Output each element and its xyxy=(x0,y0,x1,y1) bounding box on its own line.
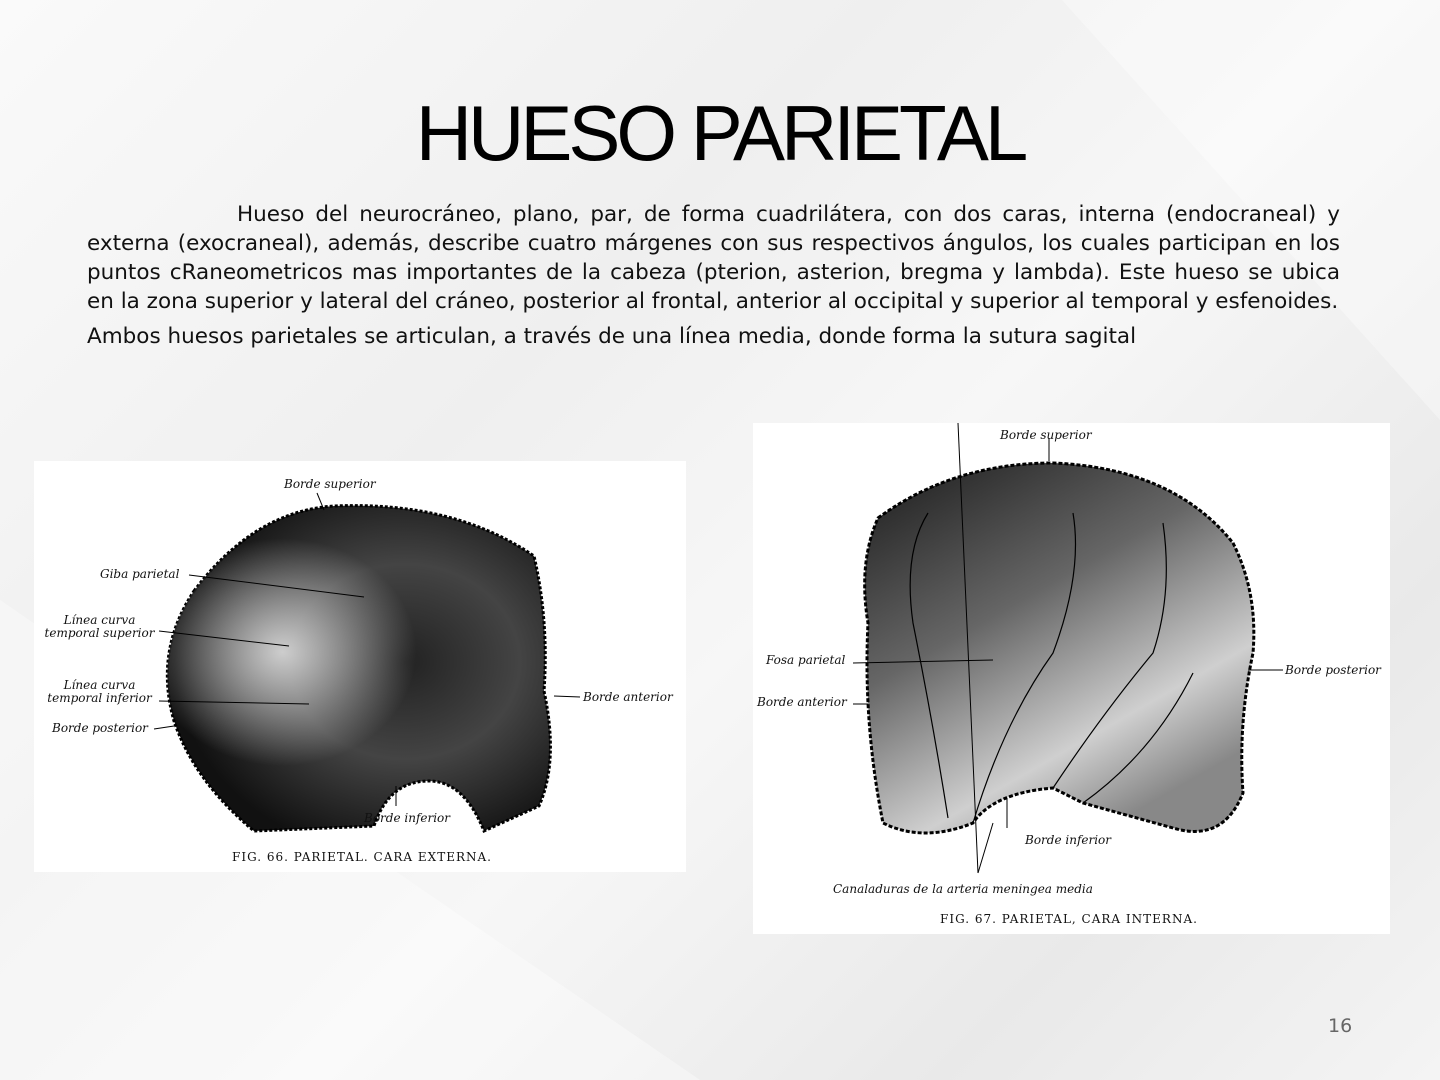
label-giba-parietal: Giba parietal xyxy=(100,567,180,581)
figure-parietal-internal xyxy=(753,423,1390,934)
paragraph-description: Hueso del neurocráneo, plano, par, de forma cuadrilátera, con dos caras, interna (endocraneal) y externa (exocraneal), además, describe cuatro márgenes con sus respectivos ángulos, los cuales participan en los puntos cRaneometricos mas importantes de la cabeza (pterion, asterion, bregma y lambda). Este hueso se ubica en la zona superior y lateral del cráneo, posterior al frontal, anterior al occipital y superior al temporal y esfenoides. xyxy=(87,202,1340,314)
page-number: 16 xyxy=(1328,1015,1353,1037)
label-canaladuras-arteria-meningea: Canaladuras de la arteria meningea media xyxy=(833,882,1093,896)
label-borde-posterior: Borde posterior xyxy=(1285,663,1381,677)
label-linea-curva-temporal-inferior: Línea curva temporal inferior xyxy=(47,678,152,705)
label-borde-inferior: Borde inferior xyxy=(1025,833,1112,847)
paragraph-articulation: Ambos huesos parietales se articulan, a través de una línea media, donde forma la sutura sagital xyxy=(87,324,1137,349)
label-borde-anterior: Borde anterior xyxy=(757,695,847,709)
figure-caption: FIG. 66. PARIETAL. CARA EXTERNA. xyxy=(232,850,492,864)
figure-caption: FIG. 67. PARIETAL, CARA INTERNA. xyxy=(940,912,1198,926)
parietal-external-illustration xyxy=(34,461,686,872)
label-linea-curva-temporal-superior: Línea curva temporal superior xyxy=(44,613,155,640)
label-borde-inferior: Borde inferior xyxy=(364,811,451,825)
label-borde-anterior: Borde anterior xyxy=(583,690,673,704)
label-fosa-parietal: Fosa parietal xyxy=(766,653,846,667)
parietal-internal-illustration xyxy=(753,423,1390,934)
body-text xyxy=(87,200,1340,351)
label-borde-posterior: Borde posterior xyxy=(52,721,148,735)
label-borde-superior: Borde superior xyxy=(1000,428,1092,442)
label-borde-superior: Borde superior xyxy=(284,477,376,491)
slide-title: HUESO PARIETAL xyxy=(415,89,1025,177)
figure-parietal-external xyxy=(34,461,686,872)
